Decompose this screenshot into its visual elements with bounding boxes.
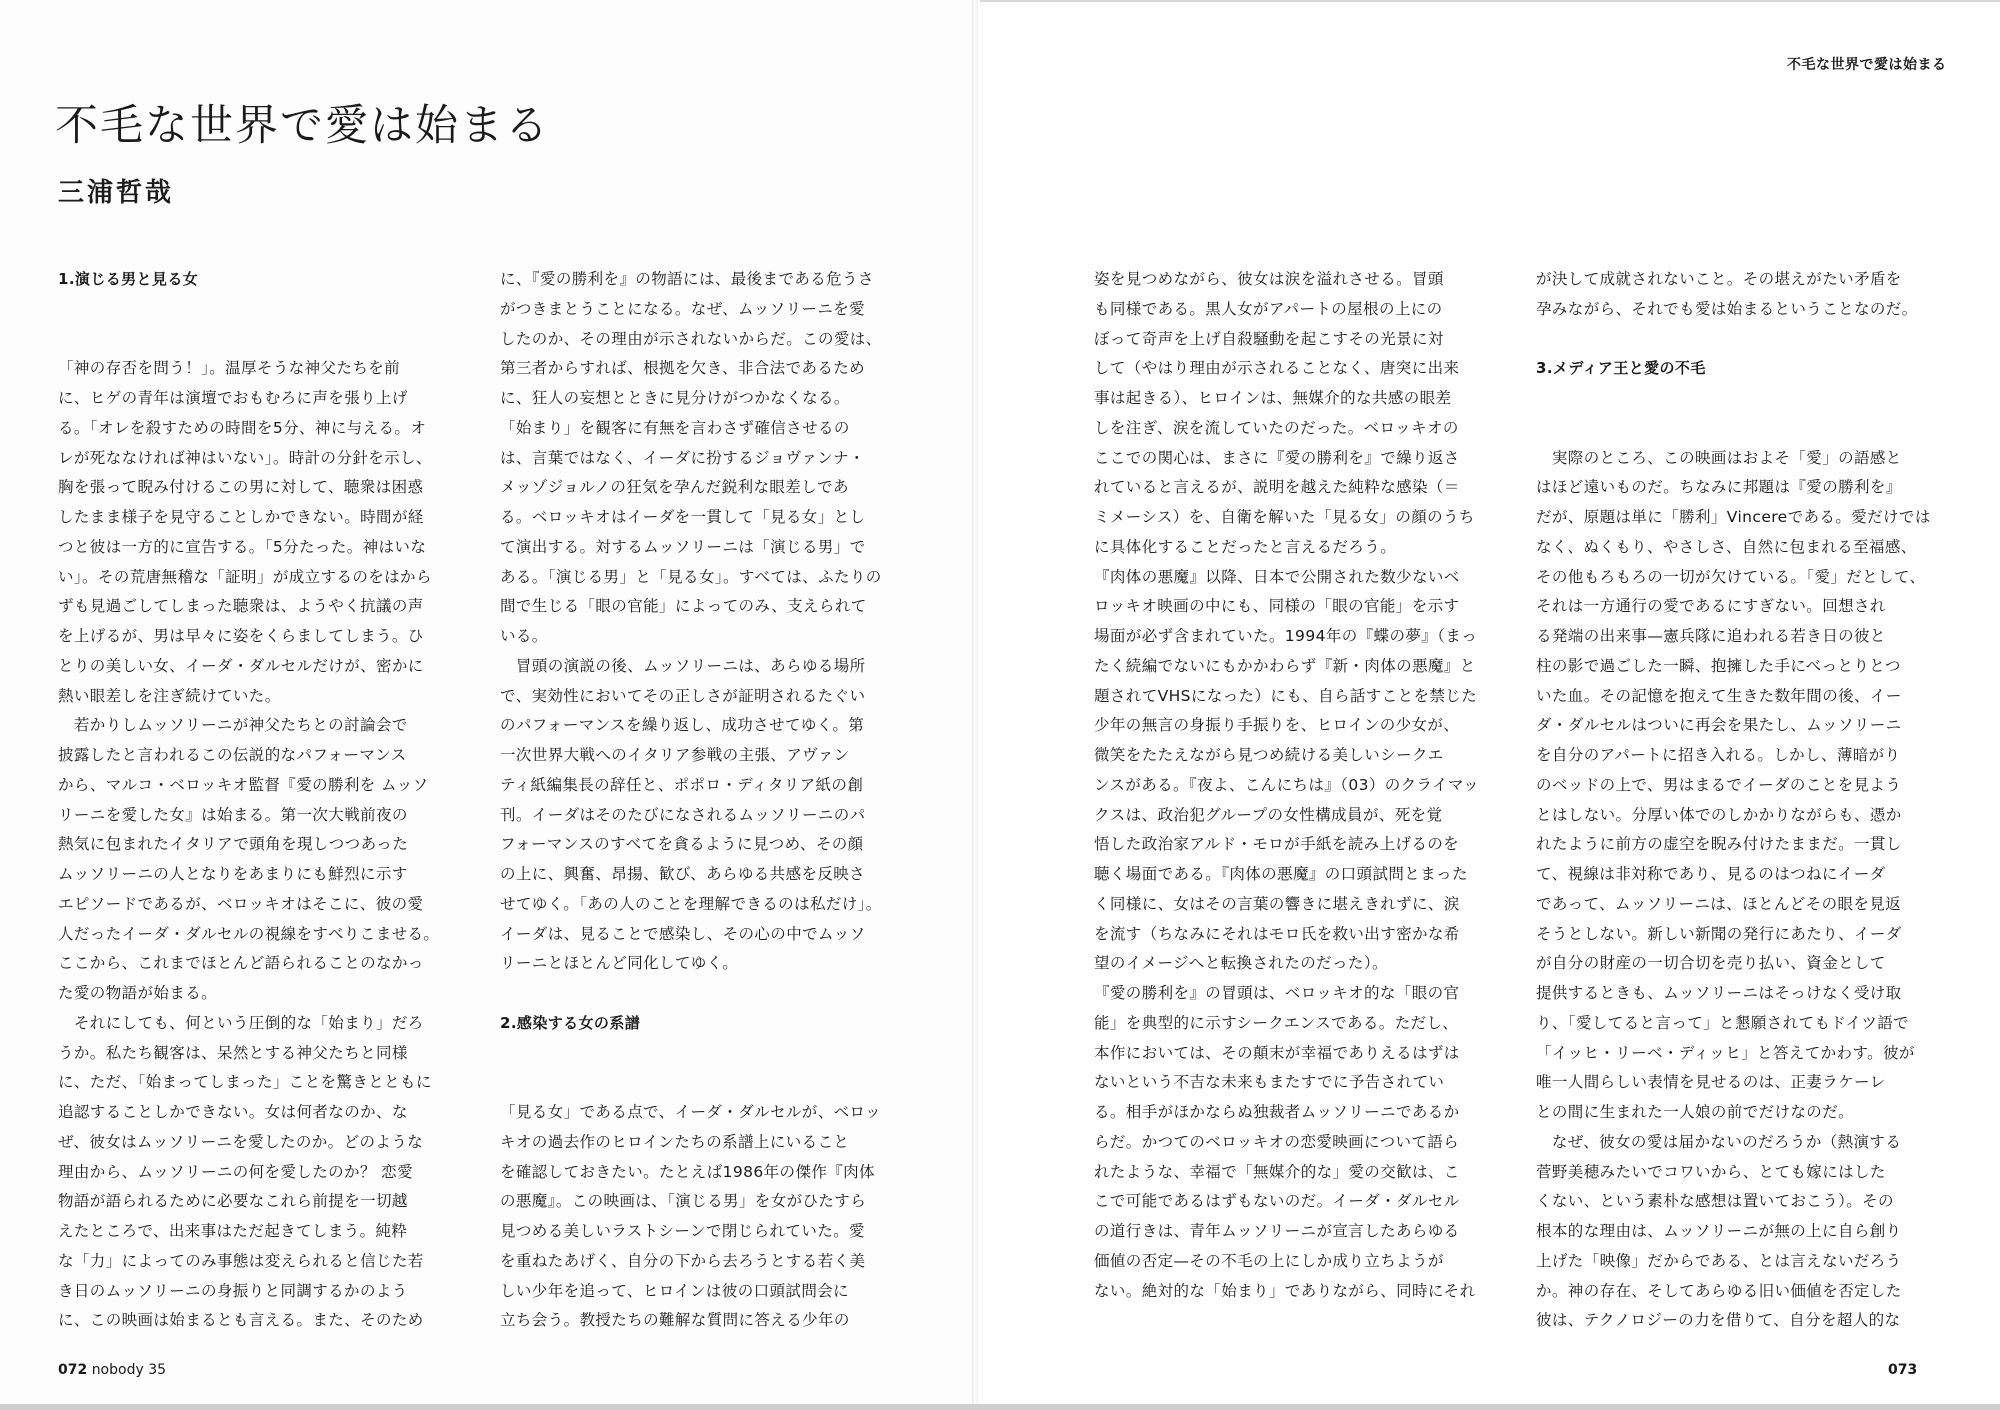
- text-line: らだ。かつてのベロッキオの恋愛映画について語ら: [1094, 1132, 1460, 1151]
- text-line: り、「愛してると言って」と懇願されてもドイツ語で: [1536, 1013, 1910, 1032]
- text-line: 人だったイーダ・ダルセルの視線をすべりこませる。: [58, 924, 440, 943]
- text-line: な「力」によってのみ事態は変えられると信じた若: [58, 1251, 424, 1270]
- text-line: 望のイメージへと転換されたのだった）。: [1094, 954, 1388, 973]
- text-column-3: [1094, 265, 1502, 1306]
- text-line: る。「オレを殺すための時間を5分、神に与える。オ: [58, 418, 427, 437]
- text-line: れていると言えるが、説明を越えた純粋な感染（＝: [1094, 478, 1460, 497]
- text-line: に、ただ、「始まってしまった」ことを驚きとともに: [58, 1073, 432, 1092]
- text-line: れたような、幸福で「無媒介的な」愛の交歓は、こ: [1094, 1162, 1460, 1181]
- page-number-right: 073: [1888, 1362, 1918, 1378]
- text-line: の悪魔』。この映画は、「演じる男」を女がひたすら: [500, 1192, 867, 1211]
- text-line: の上に、興奮、昂揚、歓び、あらゆる共感を反映さ: [500, 865, 866, 883]
- text-line: であって、ムッソリーニは、ほとんどその眼を見返: [1536, 894, 1902, 913]
- text-line: を確認しておきたい。たとえば1986年の傑作『肉体: [500, 1162, 875, 1181]
- text-line: が決して成就されないこと。その堪えがたい矛盾を: [1536, 270, 1902, 288]
- text-line: くない、という素朴な感想は置いておこう）。その: [1536, 1192, 1894, 1211]
- text-line: はほど遠いものだ。ちなみに邦題は『愛の勝利を』: [1536, 478, 1902, 497]
- text-line: キオの過去作のヒロインたちの系譜上にいること: [500, 1132, 850, 1151]
- text-line: えたところで、出来事はただ起きてしまう。純粋: [58, 1222, 408, 1240]
- text-line: く同様に、女はその言葉の響きに堪えきれずに、涙: [1094, 894, 1460, 913]
- text-line: は、言葉ではなく、イーダに扮するジョヴァンナ・: [500, 448, 865, 467]
- text-line: ミメーシス）を、自衛を解いた「見る女」の顔のうち: [1094, 508, 1475, 526]
- text-line: 刊。イーダはそのたびになされるムッソリーニのパ: [500, 805, 866, 824]
- text-line: 孕みながら、それでも愛は始まるということなのだ。: [1536, 299, 1918, 318]
- text-line: ない。絶対的な「始まり」でありながら、同時にそれ: [1094, 1281, 1476, 1300]
- text-line: に、ヒゲの青年は演壇でおもむろに声を張り上げ: [58, 389, 408, 407]
- text-line: 立ち会う。教授たちの難解な質問に答える少年の: [500, 1311, 850, 1330]
- text-line: リーニとほとんど同化してゆく。: [500, 954, 739, 973]
- paragraph-spacer: [1536, 414, 1944, 444]
- text-line: ぜ、彼女はムッソリーニを愛したのか。どのような: [58, 1132, 424, 1151]
- text-line: 姿を見つめながら、彼女は涙を溢れさせる。冒頭: [1094, 270, 1444, 288]
- page-gutter: [972, 0, 978, 1410]
- paragraph: [1094, 979, 1502, 1306]
- text-line: 『肉体の悪魔』以降、日本で公開された数少ないベ: [1094, 567, 1460, 586]
- bottom-edge: [0, 1404, 2000, 1410]
- paragraph: [500, 652, 908, 979]
- text-line: か。神の存在、そしてあらゆる旧い価値を否定した: [1536, 1281, 1902, 1300]
- text-line: こで可能であるはずもないのだ。イーダ・ダルセル: [1094, 1192, 1460, 1211]
- text-line: 「神の存否を問う！」。温厚そうな神父たちを前: [58, 359, 401, 378]
- text-line: ムッソリーニの人となりをあまりにも鮮烈に示す: [58, 865, 408, 883]
- text-line: 価値の否定—その不毛の上にしか成り立ちようが: [1094, 1251, 1444, 1270]
- paragraph: [1094, 563, 1502, 980]
- text-line: る発端の出来事—憲兵隊に追われる若き日の彼と: [1536, 627, 1886, 645]
- paragraph: [500, 1098, 908, 1336]
- text-line: 柱の影で過ごした一瞬、抱擁した手にべっとりとつ: [1536, 656, 1901, 675]
- text-line: たく続編でないにもかかわらず『新・肉体の悪魔』と: [1094, 656, 1476, 675]
- text-line: そうとしない。新しい新聞の発行にあたり、イーダ: [1536, 924, 1902, 943]
- text-line: る。相手がほかならぬ独裁者ムッソリーニであるか: [1094, 1103, 1460, 1121]
- text-line: イーダは、見ることで感染し、その心の中でムッソ: [500, 924, 866, 943]
- text-line: ティ紙編集長の辞任と、ポポロ・ディタリア紙の創: [500, 775, 864, 794]
- text-line: 物語が語られるために必要なこれら前提を一切越: [58, 1192, 408, 1211]
- text-line: 微笑をたたえながら見つめ続ける美しいシークエ: [1094, 746, 1444, 764]
- text-line: 事は起きる）、ヒロインは、無媒介的な共感の眼差: [1094, 389, 1452, 407]
- text-line: 胸を張って睨み付けるこの男に対して、聴衆は困惑: [58, 478, 424, 497]
- paragraph-spacer: [500, 979, 908, 1009]
- text-line: に、狂人の妄想とときに見分けがつかなくなる。: [500, 389, 850, 407]
- text-line: ンスがある。『夜よ、こんにちは』（03）のクライマッ: [1094, 775, 1480, 794]
- text-line: 場面が必ず含まれていた。1994年の『蝶の夢』（まっ: [1094, 627, 1478, 645]
- text-line: 追認することしかできない。女は何者なのか、な: [58, 1103, 408, 1121]
- text-line: 本作においては、その顛末が幸福でありえるはずは: [1094, 1043, 1460, 1062]
- text-line: エピソードであるが、ベロッキオはそこに、彼の愛: [58, 894, 424, 913]
- text-line: き日のムッソリーニの身振りと同調するかのよう: [58, 1281, 408, 1300]
- text-line: いる。: [500, 627, 548, 645]
- text-line: 提供するときも、ムッソリーニはそっけなく受け取: [1536, 984, 1902, 1002]
- text-line: る。ベロッキオはイーダを一貫して「見る女」とし: [500, 508, 866, 526]
- text-line: に、この映画は始まるとも言える。また、そのため: [58, 1311, 424, 1330]
- text-line: 少年の無言の身振り手振りを、ヒロインの少女が、: [1094, 716, 1460, 735]
- text-line: クスは、政治犯グループの女性構成員が、死を覚: [1094, 805, 1443, 824]
- text-line: 唯一人間らしい表情を見せるのは、正妻ラケーレ: [1536, 1073, 1886, 1092]
- text-line: 菅野美穂みたいでコワいから、とても嫁にはした: [1536, 1162, 1886, 1181]
- text-line: 聴く場面である。『肉体の悪魔』の口頭試問とまった: [1094, 865, 1468, 883]
- text-column-4: [1536, 265, 1944, 1336]
- paragraph: [1536, 444, 1944, 1128]
- section-heading: 3.メディア王と愛の不毛: [1536, 359, 1706, 378]
- text-line: だが、原題は単に「勝利」Vincereである。愛だけでは: [1536, 508, 1931, 526]
- text-column-2: [500, 265, 908, 1336]
- text-line: とりの美しい女、イーダ・ダルセルだけが、密かに: [58, 656, 424, 675]
- paragraph-spacer: [500, 1068, 908, 1098]
- text-line: 熱気に包まれたイタリアで頭角を現しつつあった: [58, 835, 409, 854]
- text-line: 若かりしムッソリーニが神父たちとの討論会で: [58, 716, 408, 735]
- text-line: 「始まり」を観客に有無を言わさず確信させるの: [500, 418, 850, 437]
- text-line: 題されてVHSになった）にも、自ら話すことを禁じた: [1094, 686, 1478, 705]
- paragraph: [1536, 1128, 1944, 1336]
- text-line: リーニを愛した女』は始まる。第一次大戦前夜の: [58, 805, 408, 824]
- text-line: それにしても、何という圧倒的な「始まり」だろ: [58, 1013, 424, 1032]
- text-line: を重ねたあげく、自分の下から去ろうとする若く美: [500, 1251, 866, 1270]
- text-line: た愛の物語が始まる。: [58, 984, 218, 1002]
- text-line: うか。私たち観客は、呆然とする神父たちと同様: [58, 1043, 408, 1062]
- text-line: フォーマンスのすべてを貪るように見つめ、その顔: [500, 835, 864, 854]
- text-line: ないという不吉な未来もまたすでに予告されてい: [1094, 1073, 1445, 1092]
- text-line: に具体化することだったと言えるだろう。: [1094, 537, 1397, 556]
- page-number-left: 072: [58, 1362, 88, 1378]
- text-line: 一次世界大戦へのイタリア参戦の主張、アヴァン: [500, 746, 850, 764]
- text-line: ダ・ダルセルはついに再会を果たし、ムッソリーニ: [1536, 716, 1902, 735]
- text-line: つと彼は一方的に宣告する。「5分たった。神はいな: [58, 537, 427, 556]
- text-line: の道行きは、青年ムッソリーニが宣言したあらゆる: [1094, 1222, 1460, 1240]
- text-line: から、マルコ・ベロッキオ監督『愛の勝利を ムッソ: [58, 775, 429, 794]
- section-heading: 2.感染する女の系譜: [500, 1013, 641, 1032]
- text-line: て演出する。対するムッソリーニは「演じる男」で: [500, 537, 866, 556]
- text-line: それは一方通行の愛であるにすぎない。回想され: [1536, 597, 1886, 616]
- section-heading: 1.演じる男と見る女: [58, 270, 199, 288]
- text-line: なぜ、彼女の愛は届かないのだろうか（熱演する: [1536, 1132, 1902, 1151]
- text-line: いた血。その記憶を抱えて生きた数年間の後、イー: [1536, 686, 1902, 705]
- text-line: を流す（ちなみにそれはモロ氏を救い出す密かな希: [1094, 924, 1460, 943]
- paragraph: [500, 265, 908, 652]
- folio-right: [1888, 1362, 1917, 1378]
- text-line: せてゆく。「あの人のことを理解できるのは私だけ」。: [500, 894, 882, 913]
- text-line: して（やはり理由が示されることなく、唐突に出来: [1094, 359, 1460, 378]
- paragraph-spacer: [58, 325, 466, 355]
- text-line: 第三者からすれば、根拠を欠き、非合法であるため: [500, 359, 866, 378]
- text-line: のベッドの上で、男はまるでイーダのことを見よう: [1536, 775, 1902, 794]
- text-line: い」。その荒唐無稽な「証明」が成立するのをはから: [58, 567, 432, 586]
- running-head: 不毛な世界で愛は始まる: [1787, 57, 1947, 73]
- text-line: しを注ぎ、涙を流していたのだった。ベロッキオの: [1094, 418, 1459, 437]
- text-line: 実際のところ、この映画はおよそ「愛」の語感と: [1536, 448, 1902, 467]
- text-line: しい少年を追って、ヒロインは彼の口頭試問会に: [500, 1281, 850, 1300]
- text-line: て、視線は非対称であり、見るのはつねにイーダ: [1536, 865, 1886, 883]
- text-line: 見つめる美しいラストシーンで閉じられていた。愛: [500, 1222, 865, 1240]
- text-line: 上げた「映像」だからである、とは言えないだろう: [1536, 1251, 1902, 1270]
- text-line: 理由から、ムッソリーニの何を愛したのか？ 恋愛: [58, 1162, 413, 1181]
- text-line: も同様である。黒人女がアパートの屋根の上にの: [1094, 299, 1443, 318]
- text-line: ロッキオ映画の中にも、同様の「眼の官能」を示す: [1094, 597, 1460, 616]
- text-line: メッゾジョルノの狂気を孕んだ鋭利な眼差しであ: [500, 478, 849, 497]
- text-line: に、『愛の勝利を』の物語には、最後まである危うさ: [500, 270, 874, 288]
- text-line: とはしない。分厚い体でのしかかりながらも、憑か: [1536, 805, 1902, 824]
- text-line: なく、ぬくもり、やさしさ、自然に包まれる至福感、: [1536, 537, 1917, 556]
- text-line: その他もろもろの一切が欠けている。「愛」だとして、: [1536, 567, 1926, 586]
- text-line: との間に生まれた一人娘の前でだけなのだ。: [1536, 1103, 1855, 1121]
- text-line: ここでの関心は、まさに『愛の勝利を』で繰り返さ: [1094, 448, 1460, 467]
- text-line: レが死ななければ神はいない」。時計の分針を示し、: [58, 448, 432, 467]
- text-line: で、実効性においてその正しさが証明されるたぐい: [500, 686, 866, 705]
- paragraph: [58, 711, 466, 1009]
- paragraph: [1536, 265, 1944, 325]
- text-line: 間で生じる「眼の官能」によってのみ、支えられて: [500, 597, 867, 616]
- text-line: 能」を典型的に示すシークエンスである。ただし、: [1094, 1013, 1459, 1032]
- text-line: れたように前方の虚空を睨み付けたままだ。一貫し: [1536, 835, 1902, 854]
- text-line: 「見る女」である点で、イーダ・ダルセルが、ベロッ: [500, 1103, 881, 1121]
- text-line: を上げるが、男は早々に姿をくらましてしまう。ひ: [58, 627, 424, 645]
- magazine-name: nobody 35: [91, 1362, 167, 1378]
- text-line: ぼって奇声を上げ自殺騒動を起こすその光景に対: [1094, 329, 1444, 348]
- text-line: したのか、その理由が示されないからだ。この愛は、: [500, 329, 882, 348]
- text-line: 根本的な理由は、ムッソリーニが無の上に自ら創り: [1536, 1222, 1902, 1240]
- text-column-1: [58, 265, 466, 1336]
- paragraph: [58, 1009, 466, 1336]
- text-line: のパフォーマンスを繰り返し、成功させてゆく。第: [500, 716, 865, 735]
- text-line: ここから、これまでほとんど語られることのなかっ: [58, 954, 424, 973]
- text-line: 披露したと言われるこの伝説的なパフォーマンス: [58, 746, 407, 764]
- text-line: がつきまとうことになる。なぜ、ムッソリーニを愛: [500, 299, 866, 318]
- folio-left: [58, 1362, 166, 1378]
- text-line: ある。「演じる男」と「見る女」。すべては、ふたりの: [500, 567, 882, 586]
- text-line: 冒頭の演説の後、ムッソリーニは、あらゆる場所: [500, 656, 866, 675]
- text-line: ずも見過ごしてしまった聴衆は、ようやく抗議の声: [58, 597, 424, 616]
- top-edge-rule: [980, 0, 2000, 2]
- text-line: 悟した政治家アルド・モロが手紙を読み上げるのを: [1094, 835, 1460, 854]
- text-line: が自分の財産の一切合切を売り払い、資金として: [1536, 954, 1886, 973]
- article-title: 不毛な世界で愛は始まる: [55, 101, 550, 151]
- paragraph: [58, 354, 466, 711]
- text-line: 熱い眼差しを注ぎ続けていた。: [58, 686, 281, 705]
- text-line: 『愛の勝利を』の冒頭は、ベロッキオ的な「眼の官: [1094, 984, 1460, 1002]
- text-line: したまま様子を見守ることしかできない。時間が経: [58, 508, 424, 526]
- author-name: 三浦哲哉: [58, 178, 175, 208]
- paragraph-spacer: [1536, 325, 1944, 355]
- paragraph: [1094, 265, 1502, 563]
- text-line: 彼は、テクノロジーの力を借りて、自分を超人的な: [1536, 1311, 1901, 1330]
- text-line: 「イッヒ・リーベ・ディッヒ」と答えてかわす。彼が: [1536, 1043, 1915, 1062]
- text-line: を自分のアパートに招き入れる。しかし、薄暗がり: [1536, 746, 1901, 764]
